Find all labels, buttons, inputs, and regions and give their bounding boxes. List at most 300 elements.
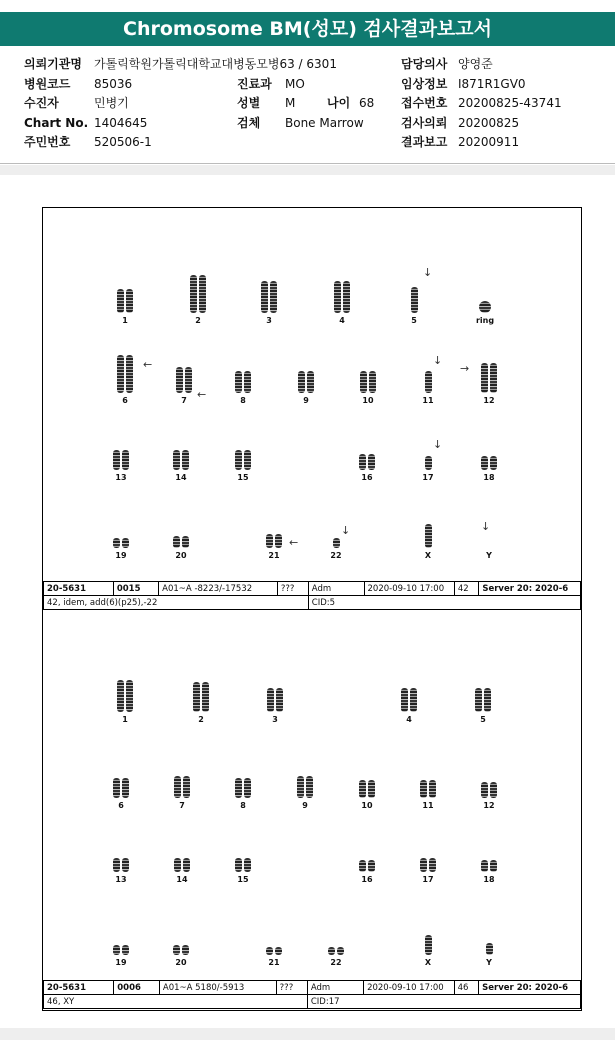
- header-label: 진료과: [237, 76, 272, 91]
- case-info-cell: 46: [454, 981, 479, 995]
- chromatid: [173, 536, 180, 548]
- header-label: 담당의사: [401, 57, 448, 71]
- chromosome-image: [111, 289, 139, 313]
- header-value: MO: [285, 76, 305, 91]
- header-value: 가톨릭학원가톨릭대학교대병동모병63 / 6301: [94, 57, 337, 71]
- chromatid: [481, 860, 488, 872]
- chromatid: [113, 945, 120, 955]
- chromosome-label: 9: [302, 801, 308, 810]
- karyotype-result: 46, XY: [44, 995, 308, 1009]
- chromatid: [235, 450, 242, 470]
- header-label: 검체: [237, 115, 261, 130]
- chromosome-pair: [107, 858, 135, 884]
- abnormality-arrow: ↓: [433, 438, 443, 451]
- chromatid: [410, 688, 417, 712]
- chromosome-pair: [229, 371, 257, 405]
- chromatid: [368, 780, 375, 798]
- chromatid: [244, 778, 251, 798]
- chromatid: [401, 688, 408, 712]
- chromosome-image: [414, 456, 442, 470]
- age-label: 나이: [327, 96, 351, 110]
- chromosome-pair: [322, 538, 350, 560]
- chromosome-image: [322, 947, 350, 955]
- chromosome-label: 5: [411, 316, 417, 325]
- case-info-cell: ???: [276, 981, 307, 995]
- chromatid: [266, 947, 273, 955]
- header-label: 의뢰기관명: [24, 57, 82, 71]
- header-value: 20200825: [458, 115, 520, 130]
- age-value: 68: [359, 96, 375, 110]
- chromosome-pair: [475, 456, 503, 482]
- chromatid: [190, 275, 197, 313]
- chromosome-label: 21: [268, 958, 280, 967]
- header-label: 병원코드: [24, 76, 71, 91]
- chromosome-image: [353, 454, 381, 470]
- chromosome-image: [414, 858, 442, 872]
- chromatid: [113, 778, 120, 798]
- chromatid: [420, 858, 427, 872]
- chromatid: [275, 947, 282, 955]
- chromatid: [337, 947, 344, 955]
- chromosome-pair: [184, 275, 212, 325]
- chromosome-label: 22: [330, 551, 342, 560]
- chromosome-label: 7: [181, 396, 187, 405]
- chromatid: [126, 289, 133, 313]
- chromosome-image: [328, 281, 356, 313]
- case-info-cell: 42: [454, 582, 478, 596]
- chromosome-pair: [414, 935, 442, 967]
- chromatid: [193, 682, 200, 712]
- chromatid: [479, 301, 491, 313]
- chromosome-pair: [475, 363, 503, 405]
- chromosome-label: 21: [268, 551, 280, 560]
- karyotype-result: 42, idem, add(6)(p25),-22: [44, 596, 309, 610]
- chromosome-image: [167, 945, 195, 955]
- chromosome-label: 16: [361, 473, 373, 482]
- chromatid: [298, 371, 305, 393]
- chromatid: [117, 289, 124, 313]
- chromosome-image: [291, 776, 319, 798]
- chromosome-pair: [353, 454, 381, 482]
- abnormality-arrow: ←: [289, 536, 299, 549]
- header-label: 성별: [237, 96, 261, 110]
- karyotype-panel-2: [42, 609, 582, 1011]
- chromatid: [267, 688, 274, 712]
- chromatid: [174, 776, 181, 798]
- chromatid: [183, 776, 190, 798]
- chromatid: [481, 782, 488, 798]
- chromatid: [244, 450, 251, 470]
- chromosome-label: 7: [179, 801, 185, 810]
- case-info-cell: Server 20: 2020-6: [479, 981, 581, 995]
- chromatid: [261, 281, 268, 313]
- header-value: I871R1GV0: [458, 76, 526, 91]
- chromosome-label: 13: [115, 473, 127, 482]
- chromosome-pair: [111, 355, 139, 405]
- chromosome-image: [322, 538, 350, 548]
- chromosome-label: X: [424, 958, 432, 967]
- chromosome-image: [353, 780, 381, 798]
- chromosome-image: [229, 778, 257, 798]
- chromatid: [276, 688, 283, 712]
- chromosome-pair: [395, 688, 423, 724]
- chromatid: [481, 456, 488, 470]
- chromatid: [244, 371, 251, 393]
- chromosome-label: 19: [115, 958, 127, 967]
- abnormality-arrow: ↓: [341, 524, 351, 537]
- header-value: 520506-1: [94, 135, 152, 149]
- chromosome-image: [167, 536, 195, 548]
- header-value: Bone Marrow: [285, 115, 364, 130]
- chromosome-image: [111, 355, 139, 393]
- chromatid: [334, 281, 341, 313]
- chromosome-pair: [414, 780, 442, 810]
- chromosome-label: 4: [406, 715, 412, 724]
- chromosome-image: [229, 371, 257, 393]
- chromosome-pair: [229, 778, 257, 810]
- abnormality-arrow: ↓: [481, 520, 491, 533]
- chromosome-pair: [353, 860, 381, 884]
- chromatid: [113, 538, 120, 548]
- chromosome-label: 8: [240, 801, 246, 810]
- chromosome-image: [414, 935, 442, 955]
- case-info-table: [43, 581, 581, 610]
- chromosome-label: X: [424, 551, 432, 560]
- chromosome-label: 10: [361, 801, 373, 810]
- header-label: 주민번호: [24, 135, 71, 149]
- chromatid: [122, 945, 129, 955]
- chromosome-pair: [111, 289, 139, 325]
- chromosome-pair: [167, 945, 195, 967]
- chromosome-label: 17: [422, 473, 434, 482]
- chromosome-pair: [414, 858, 442, 884]
- chromosome-label: 18: [483, 875, 495, 884]
- chromatid: [307, 371, 314, 393]
- chromatid: [425, 524, 432, 548]
- chromosome-image: [353, 860, 381, 872]
- chromosome-label: 6: [118, 801, 124, 810]
- case-info-cell: Adm: [308, 582, 364, 596]
- chromatid: [425, 935, 432, 955]
- chromosome-image: [260, 947, 288, 955]
- case-info-table: [43, 980, 581, 1009]
- chromosome-image: [469, 688, 497, 712]
- chromosome-pair: [107, 945, 135, 967]
- chromosome-image: [414, 524, 442, 548]
- chromatid: [490, 782, 497, 798]
- chromosome-image: [229, 858, 257, 872]
- header-label: 수진자: [24, 96, 59, 110]
- chromatid: [420, 780, 427, 798]
- chromatid: [490, 860, 497, 872]
- chromatid: [425, 456, 432, 470]
- chromosome-pair: [475, 943, 503, 967]
- chromosome-pair: [475, 782, 503, 810]
- chromatid: [266, 534, 273, 548]
- chromatid: [182, 536, 189, 548]
- chromatid: [343, 281, 350, 313]
- chromosome-pair: [255, 281, 283, 325]
- chromosome-pair: [229, 858, 257, 884]
- chromosome-image: [475, 943, 503, 955]
- chromatid: [369, 371, 376, 393]
- chromatid: [176, 367, 183, 393]
- chromosome-image: [354, 371, 382, 393]
- chromosome-image: [170, 367, 198, 393]
- header-middle: [237, 75, 374, 134]
- chromatid: [185, 367, 192, 393]
- chromatid: [328, 947, 335, 955]
- chromatid: [359, 860, 366, 872]
- chromosome-pair: [167, 450, 195, 482]
- gray-band-top: [0, 165, 615, 175]
- karyotype-panel-1: [42, 207, 582, 612]
- header-label: 검사의뢰: [401, 115, 448, 130]
- chromosome-image: [475, 363, 503, 393]
- chromatid: [297, 776, 304, 798]
- chromosome-pair: [168, 776, 196, 810]
- header-value: M: [285, 96, 296, 110]
- chromosome-pair: [107, 778, 135, 810]
- chromatid: [122, 450, 129, 470]
- chromatid: [173, 945, 180, 955]
- chromatid: [182, 450, 189, 470]
- chromosome-label: 11: [422, 801, 434, 810]
- chromatid: [429, 780, 436, 798]
- chromosome-label: 18: [483, 473, 495, 482]
- chromosome-pair: [414, 524, 442, 560]
- case-info-cell: 20-5631: [44, 981, 114, 995]
- abnormality-arrow: →: [460, 362, 470, 375]
- chromosome-label: 11: [422, 396, 434, 405]
- chromosome-label: 3: [272, 715, 278, 724]
- chromosome-label: 1: [122, 316, 128, 325]
- header-value: 1404645: [94, 115, 148, 130]
- chromatid: [425, 371, 432, 393]
- chromosome-pair: [469, 688, 497, 724]
- header-label: 결과보고: [401, 135, 448, 149]
- chromatid: [486, 943, 493, 955]
- chromosome-image: [107, 450, 135, 470]
- chromosome-label: 1: [122, 715, 128, 724]
- chromosome-image: [187, 682, 215, 712]
- case-info-cell: 0006: [114, 981, 160, 995]
- chromosome-image: [475, 860, 503, 872]
- case-info-cell: A01~A -8223/-17532: [159, 582, 278, 596]
- chromosome-label: 12: [483, 801, 495, 810]
- chromosome-image: [395, 688, 423, 712]
- chromatid: [182, 945, 189, 955]
- case-info-cell: 2020-09-10 17:00: [364, 981, 455, 995]
- chromosome-image: [229, 450, 257, 470]
- chromosome-pair: [292, 371, 320, 405]
- chromatid: [113, 450, 120, 470]
- chromosome-image: [255, 281, 283, 313]
- chromosome-pair: [260, 947, 288, 967]
- header-value: 양영준: [458, 57, 493, 71]
- chromosome-label: 20: [175, 551, 187, 560]
- chromosome-label: 12: [483, 396, 495, 405]
- chromosome-label: 16: [361, 875, 373, 884]
- chromatid: [368, 860, 375, 872]
- case-info-cell: 0015: [113, 582, 158, 596]
- chromatid: [475, 688, 482, 712]
- chromosome-pair: [261, 688, 289, 724]
- chromosome-label: 17: [422, 875, 434, 884]
- chromosome-label: 9: [303, 396, 309, 405]
- chromosome-label: 5: [480, 715, 486, 724]
- chromosome-label: 6: [122, 396, 128, 405]
- chromosome-pair: [471, 301, 499, 325]
- chromatid: [174, 858, 181, 872]
- chromosome-image: [168, 858, 196, 872]
- chromosome-image: [260, 534, 288, 548]
- case-info-cell: A01~A 5180/-5913: [159, 981, 276, 995]
- chromosome-pair: [111, 680, 139, 724]
- chromatid: [359, 454, 366, 470]
- cell-id: CID:17: [307, 995, 580, 1009]
- chromosome-pair: [322, 947, 350, 967]
- chromosome-label: 2: [198, 715, 204, 724]
- chromosome-image: [292, 371, 320, 393]
- chromosome-label: 3: [266, 316, 272, 325]
- header-divider: [0, 163, 615, 164]
- chromatid: [122, 858, 129, 872]
- header-label: 임상정보: [401, 76, 448, 91]
- chromatid: [244, 858, 251, 872]
- chromatid: [275, 534, 282, 548]
- case-info-cell: Server 20: 2020-6: [479, 582, 581, 596]
- chromosome-pair: [107, 450, 135, 482]
- chromatid: [484, 688, 491, 712]
- chromosome-label: 15: [237, 473, 249, 482]
- chromosome-label: 2: [195, 316, 201, 325]
- chromatid: [117, 355, 124, 393]
- chromosome-pair: [170, 367, 198, 405]
- header-value: 20200911: [458, 135, 520, 149]
- chromosome-label: 22: [330, 958, 342, 967]
- chromatid: [113, 858, 120, 872]
- abnormality-arrow: ↓: [433, 354, 443, 367]
- chromatid: [368, 454, 375, 470]
- case-info-cell: ???: [277, 582, 308, 596]
- chromatid: [199, 275, 206, 313]
- chromatid: [126, 680, 133, 712]
- header-value: 민병기: [94, 96, 129, 110]
- case-info-cell: 20-5631: [44, 582, 114, 596]
- chromatid: [306, 776, 313, 798]
- chromatid: [490, 363, 497, 393]
- chromatid: [429, 858, 436, 872]
- chromosome-label: 19: [115, 551, 127, 560]
- chromatid: [122, 538, 129, 548]
- chromatid: [481, 363, 488, 393]
- chromosome-pair: [475, 860, 503, 884]
- chromosome-image: [107, 858, 135, 872]
- header-value: 20200825-43741: [458, 96, 562, 110]
- chromosome-image: [184, 275, 212, 313]
- chromosome-pair: [414, 371, 442, 405]
- chromosome-pair: [328, 281, 356, 325]
- chromatid: [333, 538, 340, 548]
- cell-id: CID:5: [308, 596, 580, 610]
- chromatid: [235, 778, 242, 798]
- abnormality-arrow: ←: [197, 388, 207, 401]
- chromosome-pair: [353, 780, 381, 810]
- chromatid: [117, 680, 124, 712]
- chromosome-label: 4: [339, 316, 345, 325]
- chromosome-pair: [414, 456, 442, 482]
- abnormality-arrow: ↓: [423, 266, 433, 279]
- chromosome-label: 20: [175, 958, 187, 967]
- chromosome-image: [475, 456, 503, 470]
- chromosome-image: [261, 688, 289, 712]
- chromatid: [235, 858, 242, 872]
- chromosome-image: [168, 776, 196, 798]
- chromosome-label: Y: [486, 958, 492, 967]
- chromosome-image: [167, 450, 195, 470]
- header-label: Chart No.: [24, 115, 89, 130]
- chromosome-pair: [107, 538, 135, 560]
- chromosome-image: [414, 371, 442, 393]
- chromosome-label: 8: [240, 396, 246, 405]
- chromosome-image: [471, 301, 499, 313]
- report-title: Chromosome BM(성모) 검사결과보고서: [0, 12, 615, 46]
- chromosome-label: 13: [115, 875, 127, 884]
- chromatid: [360, 371, 367, 393]
- header-value: 85036: [94, 76, 133, 91]
- chromatid: [359, 780, 366, 798]
- abnormality-arrow: ←: [143, 358, 153, 371]
- chromatid: [202, 682, 209, 712]
- chromosome-label: 15: [237, 875, 249, 884]
- chromosome-pair: [291, 776, 319, 810]
- chromosome-image: [107, 538, 135, 548]
- chromosome-pair: [229, 450, 257, 482]
- chromosome-image: [400, 287, 428, 313]
- chromatid: [173, 450, 180, 470]
- chromosome-pair: [400, 287, 428, 325]
- chromosome-label: 14: [176, 875, 188, 884]
- chromosome-pair: [260, 534, 288, 560]
- header-label: 접수번호: [401, 96, 448, 110]
- chromosome-pair: [187, 682, 215, 724]
- header-right: [401, 55, 562, 153]
- chromosome-pair: [168, 858, 196, 884]
- chromatid: [122, 778, 129, 798]
- chromosome-image: [111, 680, 139, 712]
- chromatid: [126, 355, 133, 393]
- chromosome-label: ring: [475, 316, 495, 325]
- case-info-cell: Adm: [307, 981, 363, 995]
- chromosome-pair: [167, 536, 195, 560]
- chromatid: [235, 371, 242, 393]
- chromosome-label: 10: [362, 396, 374, 405]
- chromosome-pair: [475, 548, 503, 560]
- chromosome-image: [107, 778, 135, 798]
- chromatid: [270, 281, 277, 313]
- chromosome-label: Y: [486, 551, 492, 560]
- case-info-cell: 2020-09-10 17:00: [364, 582, 454, 596]
- chromatid: [490, 456, 497, 470]
- chromosome-image: [107, 945, 135, 955]
- chromosome-image: [414, 780, 442, 798]
- chromatid: [411, 287, 418, 313]
- chromosome-label: 14: [175, 473, 187, 482]
- chromosome-pair: [354, 371, 382, 405]
- chromatid: [183, 858, 190, 872]
- chromosome-image: [475, 782, 503, 798]
